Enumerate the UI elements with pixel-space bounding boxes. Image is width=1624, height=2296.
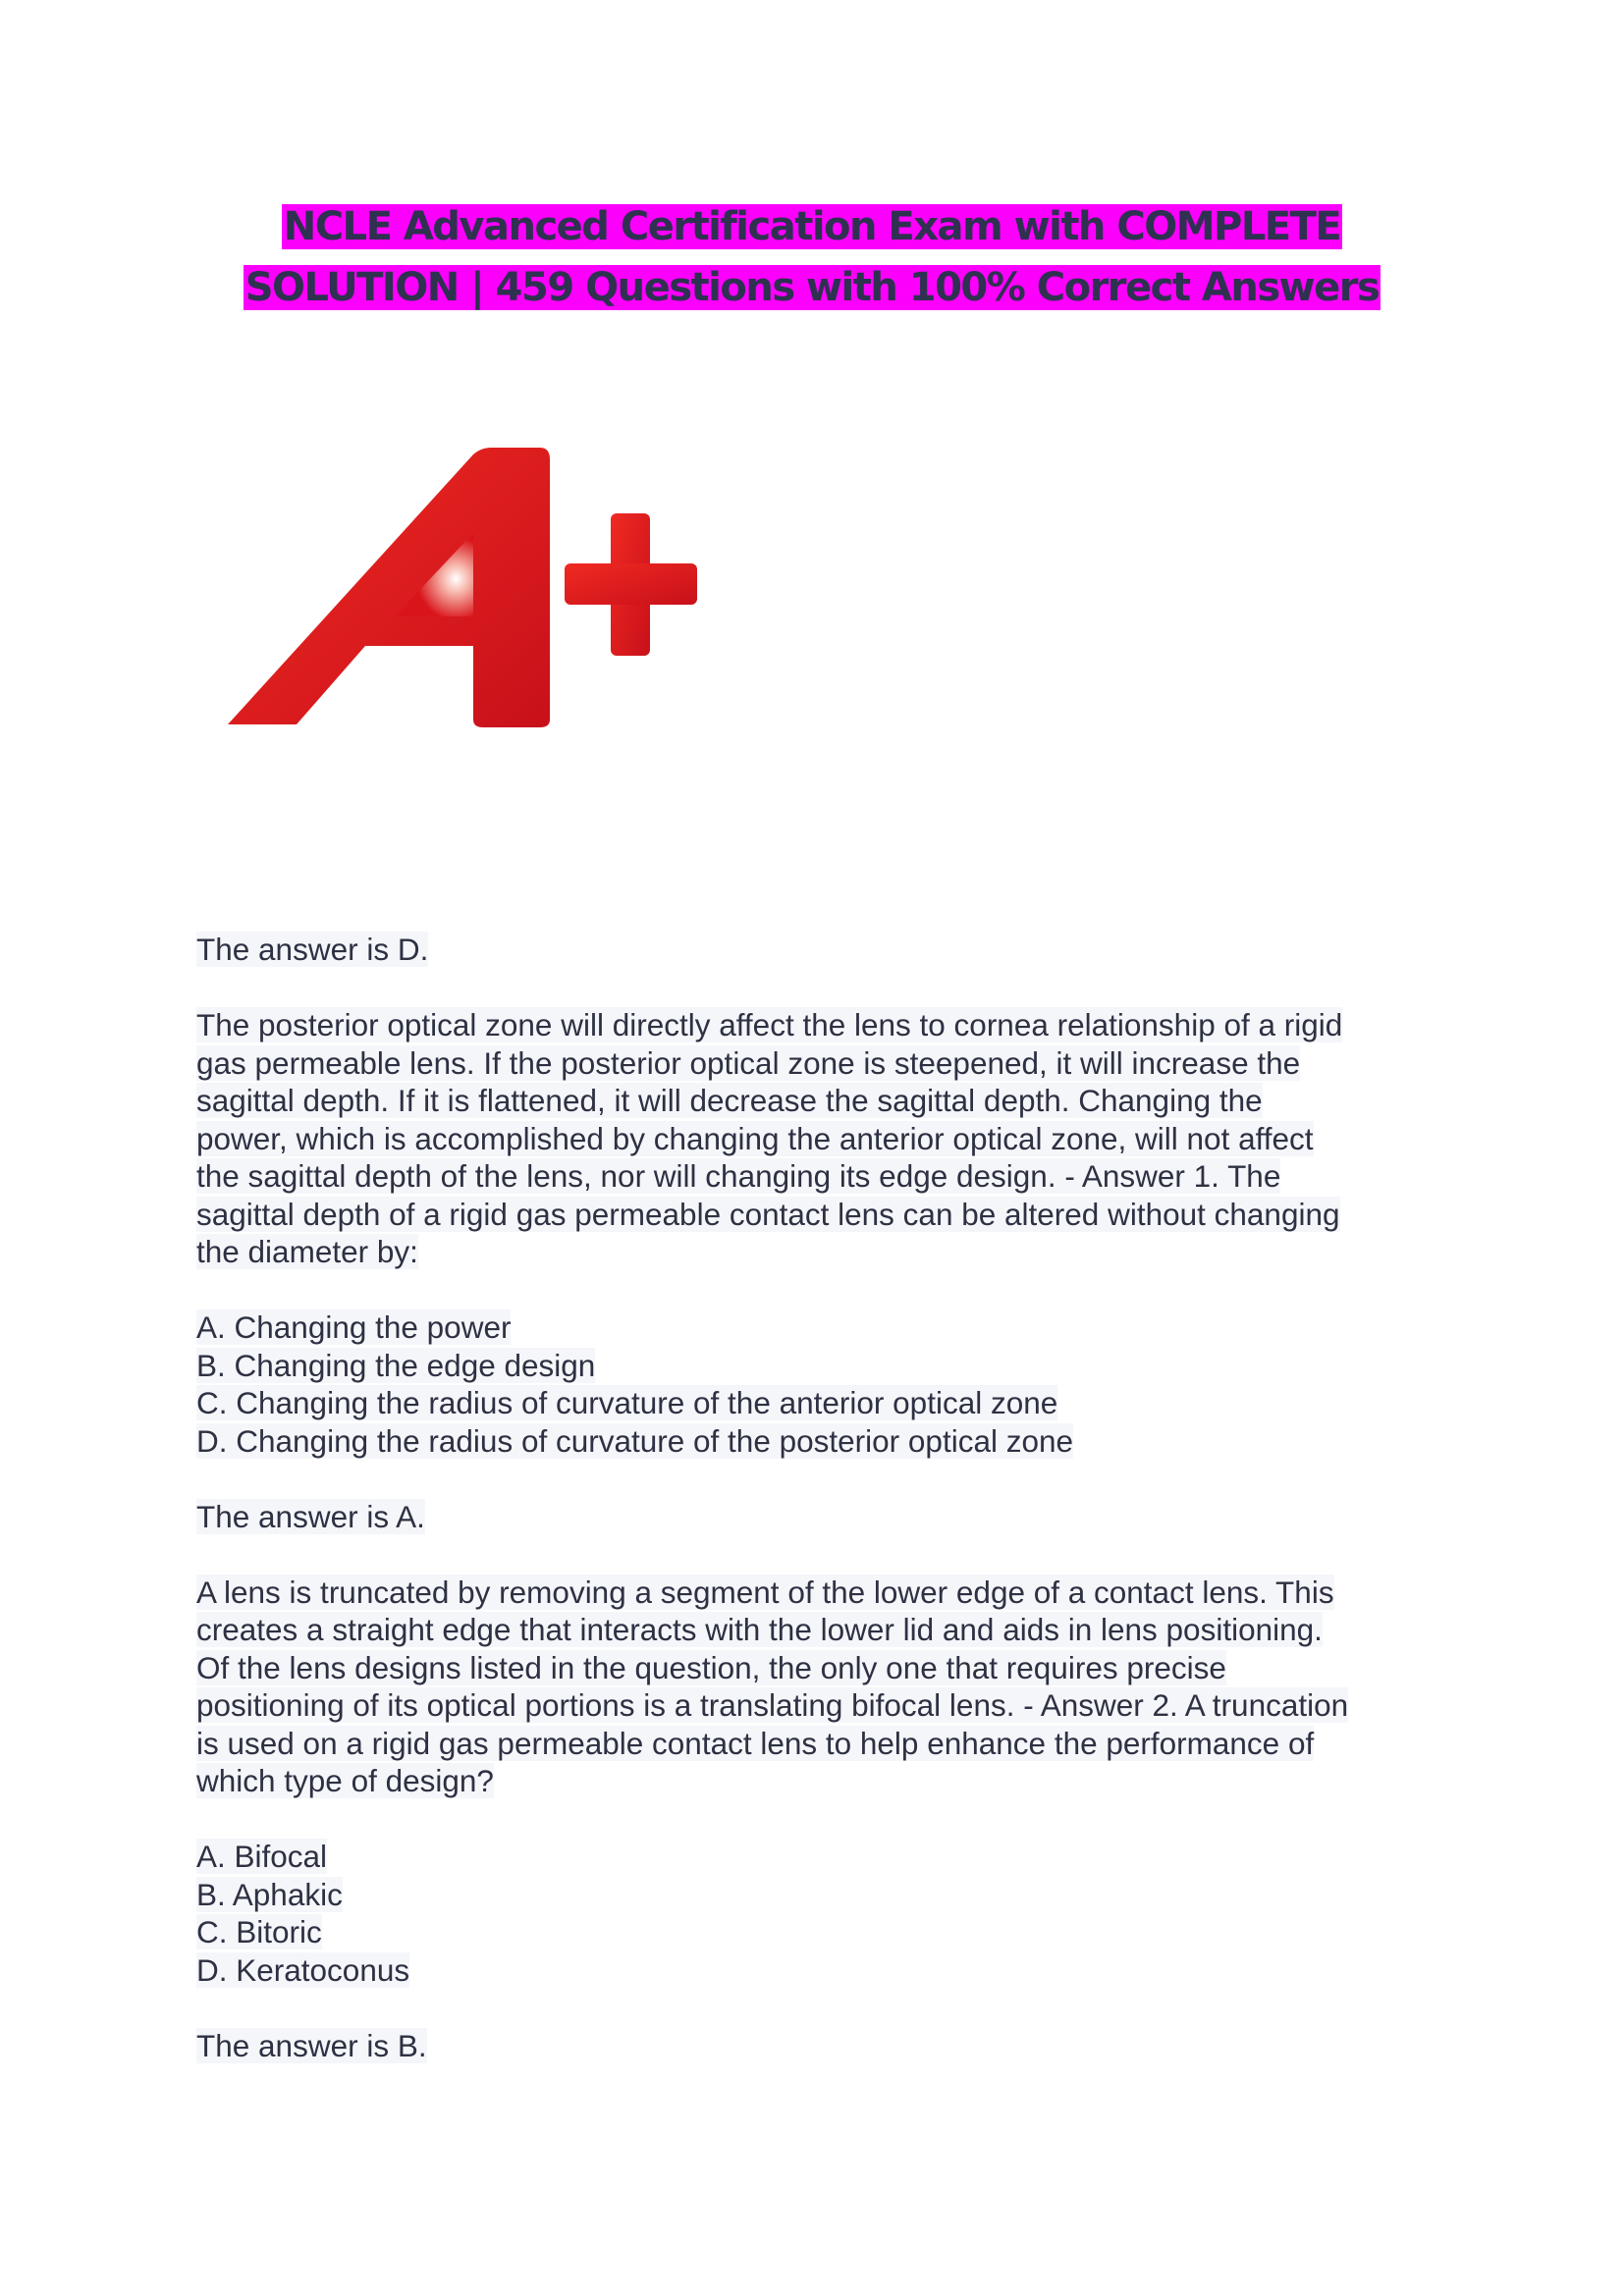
explanation-question-1: The posterior optical zone will directly affect the lens to cornea relationship of a rigid gas permeable lens. If the posterior optical zone is steepened, it will increase the sagittal depth. If it is flattened, it will decrease the sagittal depth. Changing the power, which is accomplished by changing the anterior optical zone, will not affect the sagittal depth of the lens, nor will changing its edge design. - Answer 1. The sagittal depth of a rigid gas permeable contact lens can be altered without changing the diameter by: (196, 1007, 1343, 1269)
a-plus-logo-icon (228, 440, 719, 744)
title-line-1: NCLE Advanced Certification Exam with COMPLETE (283, 204, 1341, 249)
option-item: D. Changing the radius of curvature of the posterior optical zone (196, 1422, 1074, 1459)
explanation-question-2: A lens is truncated by removing a segment of the lower edge of a contact lens. This creates a straight edge that interacts with the lower lid and aids in lens positioning. Of the lens designs listed in the question, the only one that requires precise positioning of its optical portions is a translating bifocal lens. - Answer 2. A truncation is used on a rigid gas permeable contact lens to help enhance the performance of which type of design? (196, 1574, 1349, 1798)
options-question-1 (196, 1308, 1473, 1460)
document-title (0, 196, 1624, 318)
option-item: B. Aphakic (196, 1876, 343, 1912)
option-item: B. Changing the edge design (196, 1347, 596, 1383)
option-item: D. Keratoconus (196, 1951, 410, 1988)
document-body (196, 931, 1473, 2103)
options-question-2 (196, 1838, 1473, 1989)
answer-line: The answer is A. (196, 1498, 425, 1534)
option-item: A. Bifocal (196, 1839, 328, 1874)
option-item: A. Changing the power (196, 1309, 512, 1345)
answer-line: The answer is B. (196, 2027, 427, 2063)
answer-line: The answer is D. (196, 932, 429, 967)
title-line-2: SOLUTION | 459 Questions with 100% Correct Answers (244, 265, 1380, 310)
option-item: C. Changing the radius of curvature of the anterior optical zone (196, 1385, 1058, 1420)
option-item: C. Bitoric (196, 1914, 322, 1949)
